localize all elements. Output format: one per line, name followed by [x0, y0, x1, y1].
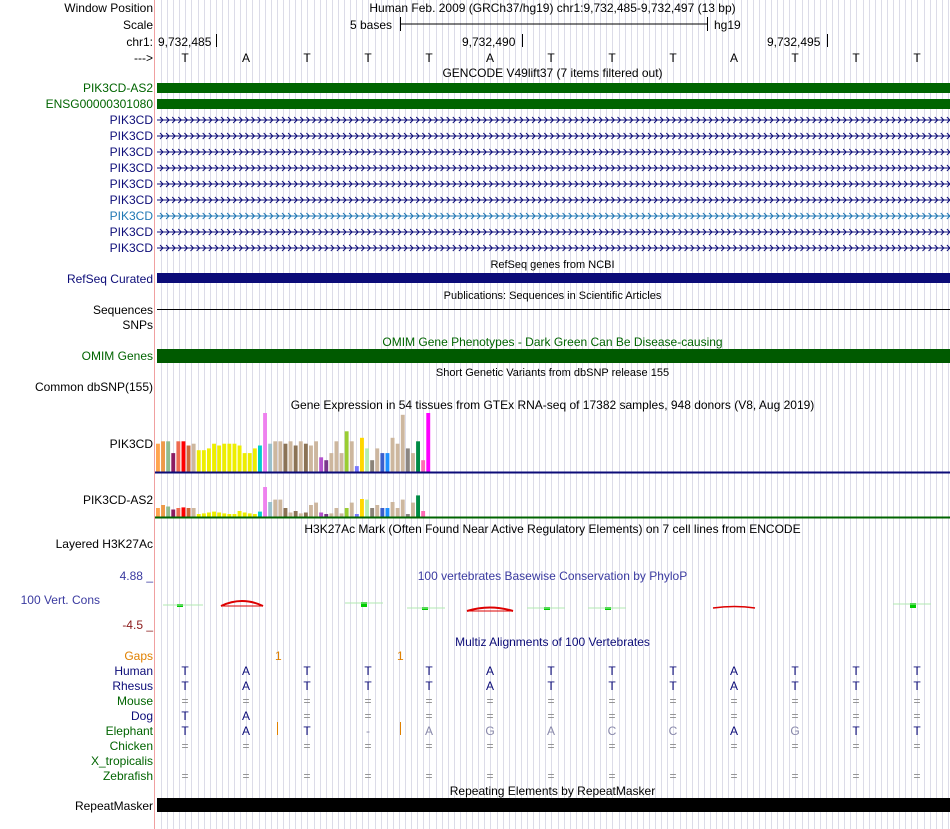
gtex-bar-b	[396, 508, 400, 517]
aligned-base: C	[668, 724, 678, 738]
aligned-base: T	[608, 679, 616, 693]
gencode-track-label[interactable]: PIK3CD-AS2	[82, 81, 153, 95]
insertion-mark	[400, 722, 401, 735]
aligned-base: T	[303, 679, 311, 693]
base-letter: T	[852, 51, 860, 65]
gtex-bar-b	[171, 510, 175, 518]
coord-tick-3: 9,732,495	[767, 35, 821, 49]
gencode-intron[interactable]	[157, 210, 950, 222]
gtex-bar-a	[243, 453, 247, 472]
base-letter: T	[425, 51, 433, 65]
aligned-base: T	[303, 724, 311, 738]
aligned-base: A	[241, 724, 250, 738]
gtex-bar-a	[340, 453, 344, 472]
aligned-base: A	[485, 679, 494, 693]
gencode-track-label[interactable]: PIK3CD	[109, 241, 153, 255]
scale-label: Scale	[122, 18, 153, 32]
aligned-base: T	[547, 664, 555, 678]
gtex-bar-a	[278, 441, 282, 472]
aligned-base: T	[181, 664, 189, 678]
gtex-bar-b	[187, 508, 191, 517]
aligned-base: =	[730, 709, 738, 723]
aligned-base: T	[425, 664, 433, 678]
gtex-title[interactable]: Gene Expression in 54 tissues from GTEx RNA-seq of 17382 samples, 948 donors (V8, Aug 2019)	[290, 398, 815, 412]
aligned-base: =	[547, 709, 555, 723]
aligned-base: =	[486, 739, 494, 753]
aligned-base: =	[364, 709, 372, 723]
aligned-base: T	[913, 664, 921, 678]
multiz-species-label[interactable]: Dog	[130, 709, 153, 723]
aligned-base: =	[791, 694, 799, 708]
gtex-bar-a	[304, 444, 308, 472]
gtex-bar-b	[263, 487, 267, 517]
aligned-base: =	[669, 739, 677, 753]
multiz-species-label[interactable]: Mouse	[116, 694, 153, 708]
gencode-track-label[interactable]: PIK3CD	[109, 177, 153, 191]
h3k27ac-title[interactable]: H3K27Ac Mark (Often Found Near Active Regulatory Elements) on 7 cell lines from ENCODE	[304, 522, 801, 536]
h3k27ac-label[interactable]: Layered H3K27Ac	[55, 537, 153, 551]
aligned-base: A	[241, 679, 250, 693]
gencode-intron[interactable]	[157, 178, 950, 190]
gencode-intron[interactable]	[157, 226, 950, 238]
aligned-base: =	[303, 739, 311, 753]
aligned-base: =	[486, 769, 494, 783]
aligned-base: T	[364, 664, 372, 678]
gap-mark: 1	[397, 649, 404, 663]
gtex-bar-b	[360, 499, 364, 517]
gtex-bar-a	[365, 448, 369, 472]
aligned-base: =	[608, 769, 616, 783]
gencode-track-label[interactable]: PIK3CD	[109, 225, 153, 239]
gtex-bar-a	[248, 453, 252, 472]
phylop-neg-peak	[713, 607, 755, 609]
gtex-bar-b	[248, 513, 252, 517]
aligned-base: =	[364, 739, 372, 753]
gtex-bar-a	[233, 444, 237, 472]
aligned-base: =	[791, 769, 799, 783]
gencode-feature[interactable]	[157, 99, 950, 109]
aligned-base: T	[913, 679, 921, 693]
gtex-bar-a	[309, 446, 313, 473]
aligned-base: =	[425, 739, 433, 753]
aligned-base: =	[425, 769, 433, 783]
gtex-bar-a	[386, 453, 390, 472]
aligned-base: =	[730, 694, 738, 708]
gtex-bar-b	[192, 508, 196, 517]
gtex-bar-b	[309, 505, 313, 517]
aligned-base: A	[546, 724, 555, 738]
aligned-base: =	[669, 709, 677, 723]
gtex-bar-a	[294, 446, 298, 473]
omim-feature[interactable]	[157, 349, 950, 363]
gtex-bar-b	[176, 508, 180, 517]
gtex-bar-a	[375, 448, 379, 472]
aligned-base: G	[790, 724, 800, 738]
gtex-bar-a	[360, 438, 364, 472]
aligned-base: T	[669, 664, 677, 678]
aligned-base: T	[669, 679, 677, 693]
pubs-label-snps[interactable]: SNPs	[122, 318, 153, 332]
gencode-track-label[interactable]: PIK3CD	[109, 193, 153, 207]
gtex-bar-a	[406, 448, 410, 472]
gencode-track-label[interactable]: PIK3CD	[109, 113, 153, 127]
scale-assembly: hg19	[714, 18, 741, 32]
aligned-base: A	[424, 724, 433, 738]
repeatmasker-title[interactable]: Repeating Elements by RepeatMasker	[449, 784, 656, 798]
multiz-species-label[interactable]: Zebrafish	[102, 769, 153, 783]
aligned-base: =	[242, 739, 250, 753]
gtex-bar-a	[411, 453, 415, 472]
aligned-base: =	[425, 709, 433, 723]
gtex-bar-b	[421, 511, 425, 517]
repeatmasker-label[interactable]: RepeatMasker	[74, 799, 153, 813]
aligned-base: T	[852, 664, 860, 678]
aligned-base: =	[364, 694, 372, 708]
multiz-species-label[interactable]: X_tropicalis	[90, 754, 153, 768]
gtex-bar-b	[345, 508, 349, 517]
aligned-base: =	[364, 769, 372, 783]
base-letter: T	[913, 51, 921, 65]
gtex-label-pik3cd-as2[interactable]: PIK3CD-AS2	[82, 493, 153, 507]
gtex-bar-b	[340, 513, 344, 517]
base-letter: A	[729, 51, 738, 65]
aligned-base: T	[791, 664, 799, 678]
multiz-species-label[interactable]: Rhesus	[112, 679, 153, 693]
gtex-bar-b	[314, 503, 318, 517]
gtex-bar-a	[319, 457, 323, 472]
gtex-bar-a	[222, 444, 226, 472]
gtex-bar-a	[355, 466, 359, 472]
gtex-bar-a	[401, 415, 405, 472]
aligned-base: A	[485, 664, 494, 678]
aligned-base: =	[791, 709, 799, 723]
gtex-bar-b	[161, 505, 165, 517]
gtex-bar-b	[202, 513, 206, 517]
gtex-bar-b	[370, 508, 374, 517]
aligned-base: =	[425, 694, 433, 708]
gtex-bar-a	[370, 460, 374, 472]
window-position-value: Human Feb. 2009 (GRCh37/hg19) chr1:9,732,485-9,732,497 (13 bp)	[369, 1, 736, 15]
aligned-base: T	[852, 679, 860, 693]
gtex-bar-b	[284, 508, 288, 517]
gtex-bar-a	[171, 453, 175, 472]
gtex-bar-b	[222, 513, 226, 517]
coord-tick-mark-1	[216, 34, 217, 47]
gap-mark: 1	[275, 649, 282, 663]
gtex-bar-a	[324, 460, 328, 472]
aligned-base: =	[181, 694, 189, 708]
aligned-base: T	[181, 679, 189, 693]
omim-label[interactable]: OMIM Genes	[81, 349, 153, 363]
base-letter: T	[791, 51, 799, 65]
gtex-bar-b	[386, 508, 390, 517]
gtex-bar-a	[253, 448, 257, 472]
window-position-label: Window Position	[64, 1, 153, 15]
scale-bar	[400, 17, 708, 31]
base-letter: T	[303, 51, 311, 65]
gtex-bar-b	[182, 507, 186, 517]
insertion-mark	[277, 722, 278, 735]
gtex-bar-a	[192, 444, 196, 472]
gencode-track-label[interactable]: PIK3CD	[109, 161, 153, 175]
aligned-base: T	[303, 664, 311, 678]
gtex-bar-a	[380, 453, 384, 472]
phylop-min: -4.5 _	[122, 618, 153, 632]
base-letter: T	[547, 51, 555, 65]
aligned-base: G	[485, 724, 495, 738]
gtex-bar-b	[391, 502, 395, 517]
aligned-base: =	[791, 739, 799, 753]
aligned-base: A	[241, 664, 250, 678]
aligned-base: T	[181, 709, 189, 723]
gencode-feature[interactable]	[157, 83, 950, 93]
pubs-feature-line[interactable]	[157, 309, 950, 310]
gtex-bar-b	[278, 500, 282, 517]
aligned-base: =	[730, 769, 738, 783]
aligned-base: T	[547, 679, 555, 693]
gtex-bar-a	[197, 450, 201, 472]
gencode-intron[interactable]	[157, 194, 950, 206]
scale-bases: 5 bases	[350, 18, 393, 32]
gtex-bar-b	[335, 508, 339, 517]
gencode-title[interactable]: GENCODE V49lift37 (7 items filtered out)	[442, 66, 663, 80]
gencode-track-label[interactable]: PIK3CD	[109, 209, 153, 223]
gaps-label[interactable]: Gaps	[124, 649, 153, 663]
gtex-bar-a	[156, 444, 160, 472]
gtex-bar-a	[268, 444, 272, 472]
gtex-bar-chart[interactable]	[155, 412, 950, 520]
gtex-bar-b	[217, 513, 221, 518]
dbsnp-title[interactable]: Short Genetic Variants from dbSNP release 155	[435, 367, 670, 379]
gtex-bar-b	[375, 505, 379, 517]
gtex-bar-b	[329, 513, 333, 517]
gtex-bar-a	[166, 441, 170, 472]
aligned-base: =	[913, 709, 921, 723]
gtex-bar-b	[365, 500, 369, 517]
phylop-max: 4.88 _	[119, 569, 153, 583]
aligned-base: T	[913, 724, 921, 738]
multiz-species-label[interactable]: Human	[114, 664, 153, 678]
multiz-title[interactable]: Multiz Alignments of 100 Vertebrates	[455, 635, 650, 649]
refseq-label[interactable]: RefSeq Curated	[66, 272, 153, 286]
gtex-bar-b	[258, 512, 262, 517]
base-letter: T	[364, 51, 372, 65]
omim-title[interactable]: OMIM Gene Phenotypes - Dark Green Can Be Disease-causing	[382, 335, 723, 349]
base-letter: A	[241, 51, 250, 65]
gtex-bar-b	[289, 513, 293, 518]
gtex-bar-a	[182, 441, 186, 472]
gtex-bar-a	[345, 431, 349, 472]
gtex-bar-a	[273, 441, 277, 472]
gtex-bar-a	[207, 448, 211, 472]
aligned-base: =	[242, 769, 250, 783]
gtex-bar-b	[273, 500, 277, 517]
strand-label: --->	[134, 51, 153, 65]
gencode-intron[interactable]	[157, 130, 950, 142]
aligned-base: =	[669, 694, 677, 708]
aligned-base: =	[913, 739, 921, 753]
gtex-bar-b	[294, 511, 298, 517]
gtex-bar-a	[350, 441, 354, 472]
aligned-base: =	[852, 769, 860, 783]
gtex-bar-a	[396, 444, 400, 472]
gtex-bar-a	[263, 413, 267, 472]
gtex-bar-a	[426, 413, 430, 472]
gtex-bar-a	[329, 453, 333, 472]
base-letter: T	[181, 51, 189, 65]
gencode-track-label[interactable]: PIK3CD	[109, 129, 153, 143]
gencode-intron[interactable]	[157, 146, 950, 158]
gtex-bar-a	[217, 446, 221, 473]
phylop-title[interactable]: 100 vertebrates Basewise Conservation by PhyloP	[417, 569, 688, 583]
aligned-base: T	[364, 679, 372, 693]
coord-tick-1: 9,732,485	[158, 35, 212, 49]
gtex-label-pik3cd[interactable]: PIK3CD	[109, 437, 153, 451]
gtex-bar-a	[187, 446, 191, 473]
gtex-bar-b	[350, 503, 354, 517]
gtex-bar-b	[416, 495, 420, 517]
aligned-base: T	[791, 679, 799, 693]
aligned-base: =	[547, 694, 555, 708]
gtex-bar-a	[238, 446, 242, 473]
aligned-base: =	[547, 769, 555, 783]
aligned-base: =	[242, 694, 250, 708]
aligned-base: =	[608, 709, 616, 723]
repeatmasker-feature[interactable]	[157, 798, 950, 812]
base-letter: A	[485, 51, 494, 65]
base-letter: T	[608, 51, 616, 65]
gtex-bar-a	[421, 460, 425, 472]
gtex-bar-a	[284, 444, 288, 472]
gtex-bar-b	[166, 507, 170, 518]
phylop-track[interactable]	[155, 580, 950, 630]
pubs-label-sequences[interactable]: Sequences	[92, 303, 153, 317]
gtex-bar-a	[391, 438, 395, 472]
gtex-bar-a	[416, 441, 420, 472]
gencode-track-label[interactable]: PIK3CD	[109, 145, 153, 159]
refseq-title[interactable]: RefSeq genes from NCBI	[490, 259, 615, 271]
aligned-base: =	[669, 769, 677, 783]
gtex-bar-b	[380, 508, 384, 517]
aligned-base: =	[547, 739, 555, 753]
aligned-base: =	[486, 709, 494, 723]
aligned-base: A	[729, 679, 738, 693]
gtex-bar-a	[212, 444, 216, 472]
aligned-base: A	[729, 724, 738, 738]
gtex-bar-a	[258, 446, 262, 473]
base-letter: T	[669, 51, 677, 65]
aligned-base: =	[852, 709, 860, 723]
gtex-bar-a	[289, 441, 293, 472]
aligned-base: =	[303, 769, 311, 783]
multiz-species-label[interactable]: Elephant	[105, 724, 153, 738]
gtex-bar-a	[335, 441, 339, 472]
aligned-base: =	[608, 739, 616, 753]
aligned-base: T	[425, 679, 433, 693]
gtex-bar-a	[299, 441, 303, 472]
aligned-base: T	[852, 724, 860, 738]
aligned-base: =	[852, 739, 860, 753]
gencode-track-label[interactable]: ENSG00000301080	[45, 97, 153, 111]
dbsnp-label[interactable]: Common dbSNP(155)	[34, 380, 153, 394]
aligned-base: =	[181, 769, 189, 783]
aligned-base: =	[852, 694, 860, 708]
gencode-intron[interactable]	[157, 242, 950, 254]
aligned-base: =	[181, 739, 189, 753]
gtex-bar-a	[314, 441, 318, 472]
aligned-base: =	[730, 739, 738, 753]
aligned-base: =	[303, 709, 311, 723]
gtex-bar-a	[161, 441, 165, 472]
multiz-species-label[interactable]: Chicken	[109, 739, 153, 753]
gtex-bar-b	[304, 513, 308, 518]
gencode-intron[interactable]	[157, 162, 950, 174]
aligned-base: A	[241, 709, 250, 723]
aligned-base: T	[181, 724, 189, 738]
gtex-bar-b	[299, 513, 303, 517]
gencode-intron[interactable]	[157, 114, 950, 126]
chrom-label: chr1:	[126, 35, 153, 49]
aligned-base: T	[608, 664, 616, 678]
aligned-base: -	[366, 724, 370, 738]
aligned-base: A	[729, 664, 738, 678]
coord-tick-mark-2	[522, 34, 523, 47]
aligned-base: =	[608, 694, 616, 708]
coord-tick-2: 9,732,490	[462, 35, 516, 49]
gtex-bar-b	[411, 503, 415, 517]
aligned-base: C	[607, 724, 617, 738]
aligned-base: =	[303, 694, 311, 708]
phylop-label[interactable]: 100 Vert. Cons	[20, 593, 100, 607]
gtex-bar-a	[176, 441, 180, 472]
gtex-bar-b	[238, 511, 242, 517]
aligned-base: =	[486, 694, 494, 708]
gtex-bar-a	[227, 444, 231, 472]
aligned-base: =	[913, 769, 921, 783]
gtex-bar-b	[319, 513, 323, 518]
refseq-feature[interactable]	[157, 273, 950, 283]
gtex-bar-b	[212, 512, 216, 517]
gtex-bar-b	[207, 513, 211, 518]
aligned-base: =	[913, 694, 921, 708]
gtex-bar-b	[243, 513, 247, 518]
phylop-neg-peak	[467, 608, 513, 612]
coord-tick-mark-3	[827, 34, 828, 47]
gtex-bar-a	[202, 450, 206, 472]
pubs-title[interactable]: Publications: Sequences in Scientific Articles	[443, 290, 662, 302]
gtex-bar-b	[401, 500, 405, 517]
gtex-bar-b	[268, 502, 272, 517]
phylop-neg-peak	[221, 601, 263, 606]
gtex-bar-b	[156, 508, 160, 517]
